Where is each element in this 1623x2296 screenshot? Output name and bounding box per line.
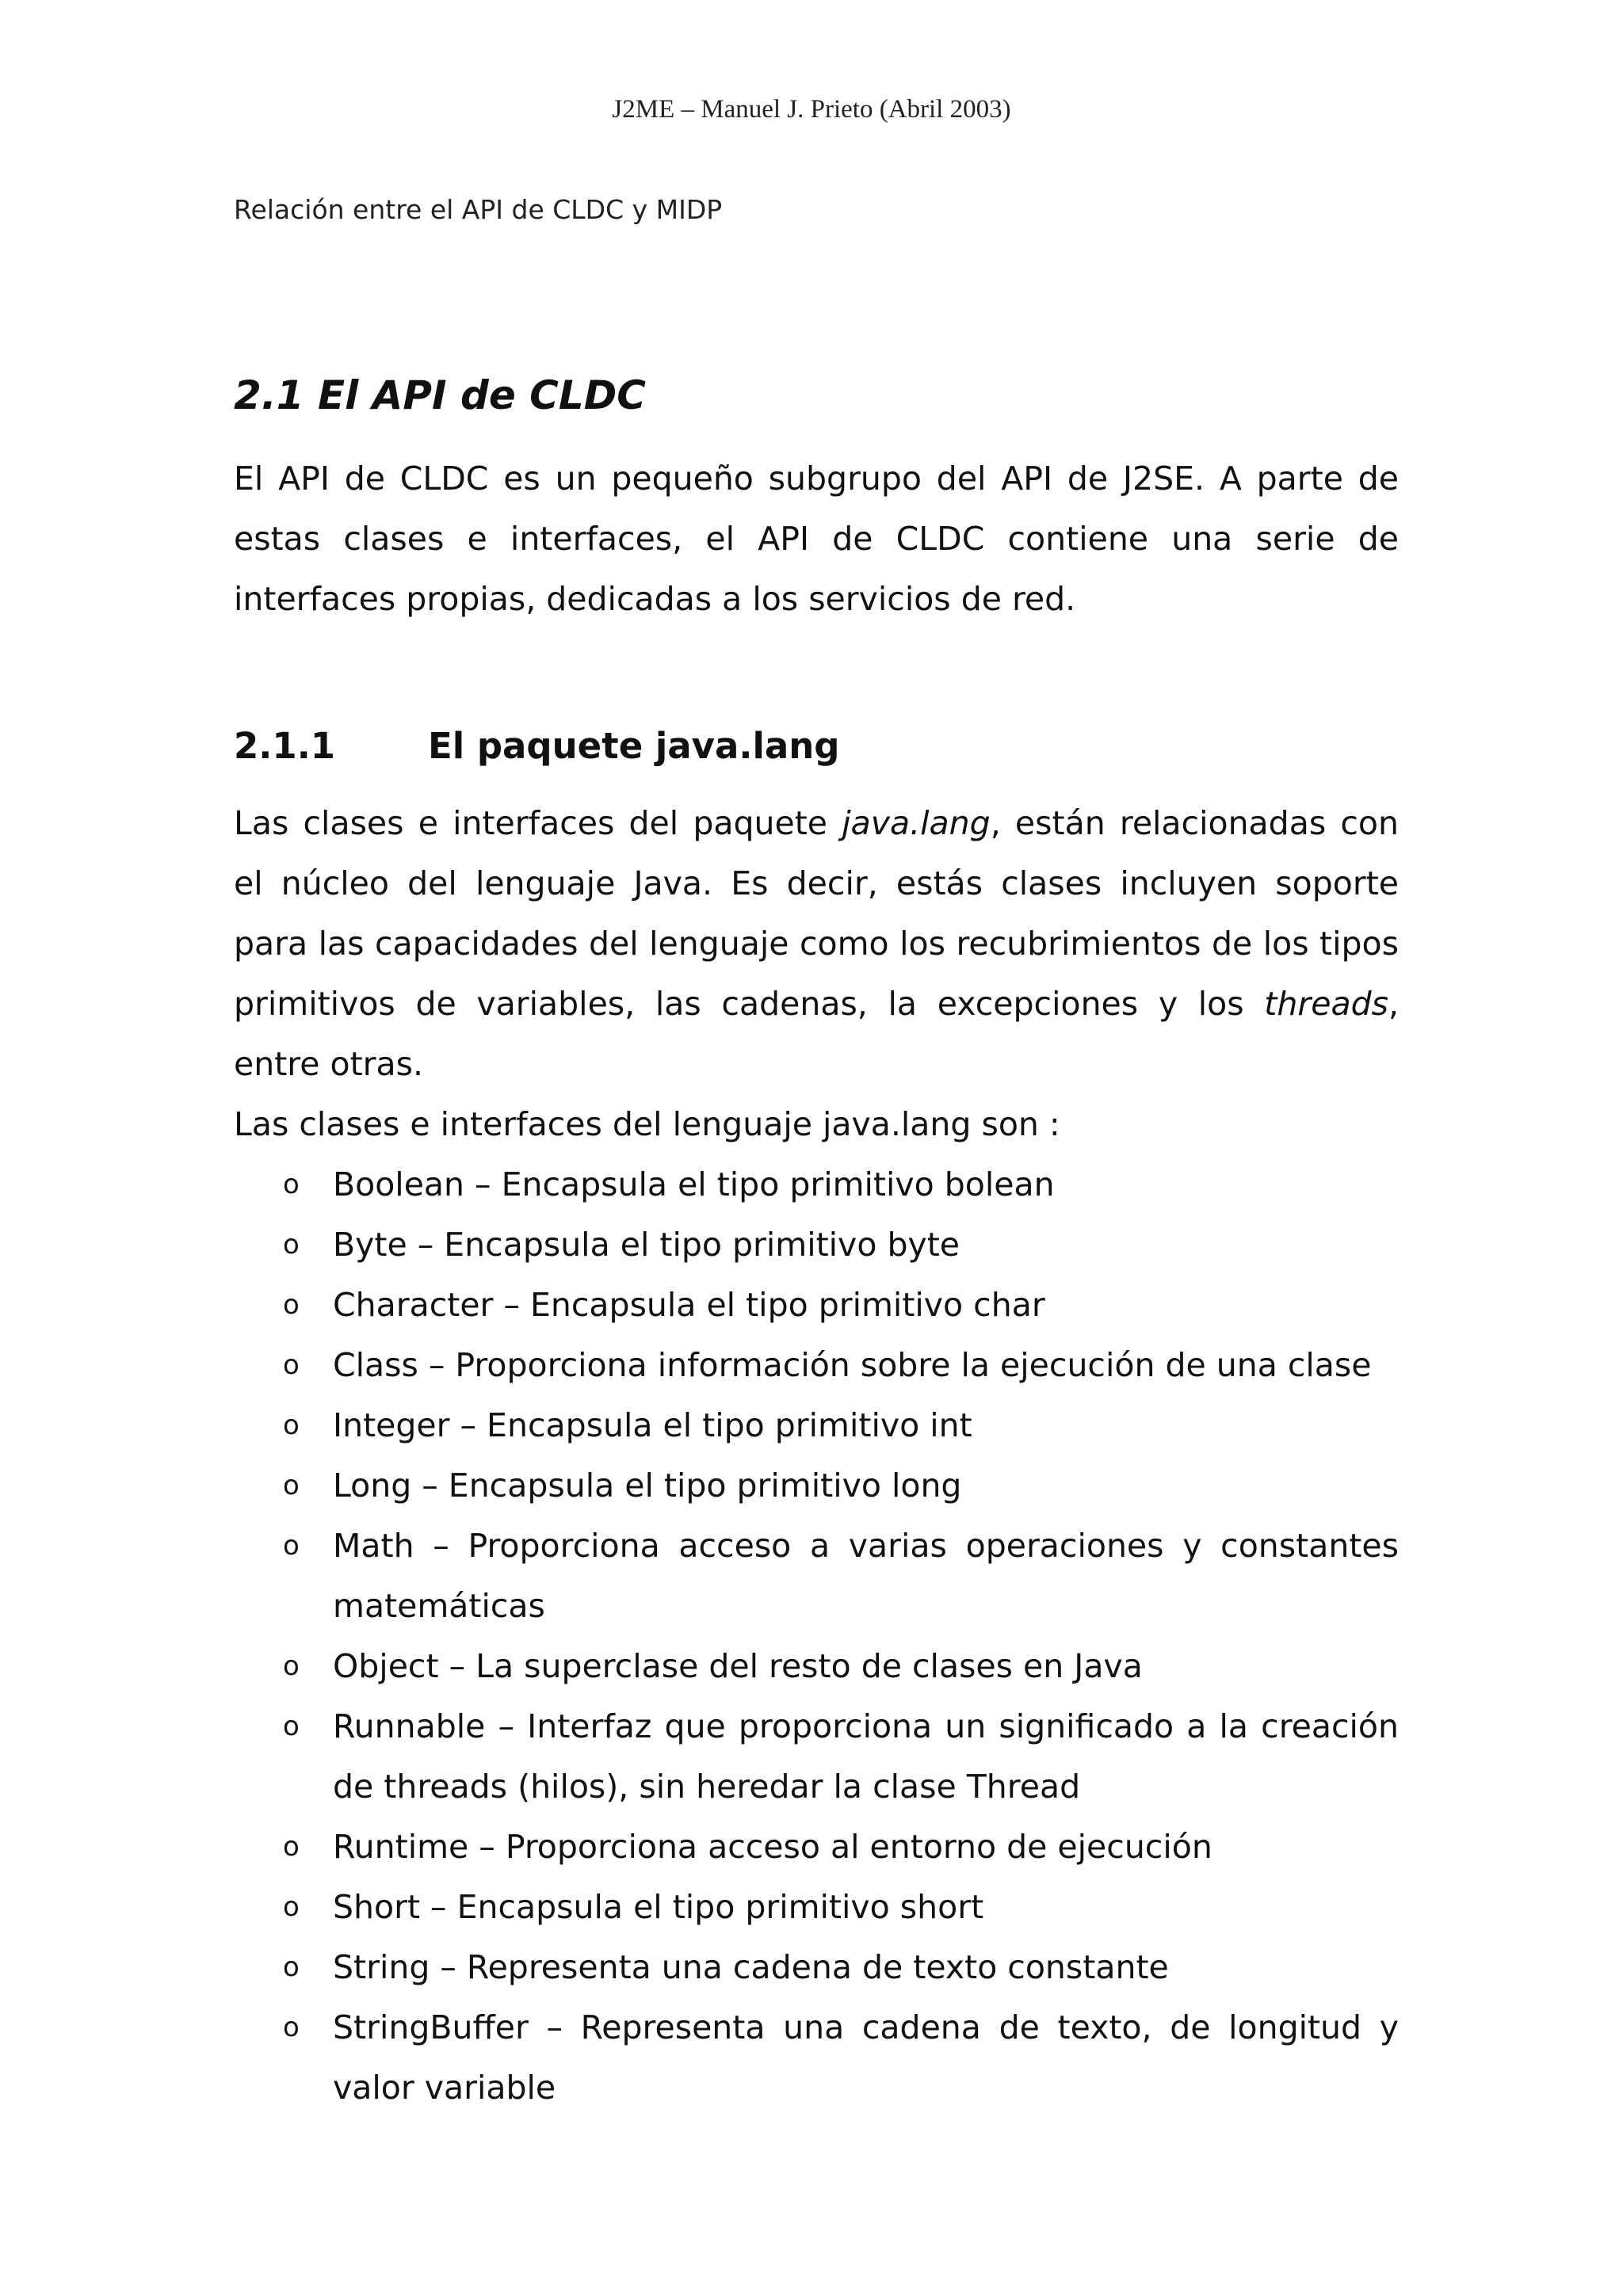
subsection-number: 2.1.1 (234, 725, 336, 767)
list-item (234, 1455, 1399, 1516)
bullet-icon: o (283, 1409, 300, 1441)
paragraph-text: , están relacionadas con el núcleo del lenguaje Java. Es decir, estás clases incluyen soporte para las capacidades del lenguaje como los recubrimientos de los tipos primitivos de variables, las cadenas, la excepciones y los (234, 804, 1399, 1023)
list-item (234, 1516, 1399, 1636)
bullet-icon: o (283, 1169, 300, 1200)
list-item (234, 1877, 1399, 1937)
bullet-icon: o (283, 1530, 300, 1562)
subsection-title: El paquete java.lang (428, 725, 840, 767)
list-item-text: String – Representa una cadena de texto constante (333, 1948, 1169, 1986)
list-item-text: Long – Encapsula el tipo primitivo long (333, 1466, 962, 1505)
paragraph-text: , entre otras. (234, 985, 1399, 1083)
bullet-icon: o (283, 1831, 300, 1863)
subsection-heading (234, 725, 840, 767)
bullet-icon: o (283, 1891, 300, 1923)
list-item-text: StringBuffer – Representa una cadena de texto, de longitud y valor variable (333, 2008, 1399, 2107)
bullet-icon: o (283, 1289, 300, 1321)
list-item (234, 1154, 1399, 1215)
list-item (234, 1937, 1399, 1997)
subsection-paragraph (234, 793, 1399, 1094)
list-item-text: Class – Proporciona información sobre la ejecución de una clase (333, 1346, 1372, 1384)
list-item (234, 1395, 1399, 1455)
bullet-icon: o (283, 1711, 300, 1742)
bullet-icon: o (283, 1951, 300, 1983)
bullet-icon: o (283, 1229, 300, 1261)
paragraph-italic-term: java.lang (842, 804, 991, 842)
bullet-icon: o (283, 1650, 300, 1682)
list-item (234, 1335, 1399, 1395)
list-item-text: Integer – Encapsula el tipo primitivo int (333, 1406, 972, 1444)
section-heading: 2.1 El API de CLDC (234, 372, 646, 418)
list-item (234, 1696, 1399, 1817)
list-item (234, 1817, 1399, 1877)
list-item (234, 1215, 1399, 1275)
list-item (234, 1997, 1399, 2118)
paragraph-text: Las clases e interfaces del paquete (234, 804, 842, 842)
class-list (234, 1154, 1399, 2118)
paragraph-italic-term: threads (1264, 985, 1388, 1023)
list-item-text: Runnable – Interfaz que proporciona un significado a la creación de threads (hilos), sin heredar la clase Thread (333, 1707, 1399, 1806)
list-item (234, 1275, 1399, 1335)
list-item-text: Runtime – Proporciona acceso al entorno de ejecución (333, 1828, 1212, 1866)
list-intro: Las clases e interfaces del lenguaje java.lang son : (234, 1105, 1060, 1143)
bullet-icon: o (283, 2012, 300, 2043)
bullet-icon: o (283, 1470, 300, 1501)
list-item-text: Byte – Encapsula el tipo primitivo byte (333, 1226, 960, 1264)
running-header: J2ME – Manuel J. Prieto (Abril 2003) (612, 95, 1011, 124)
list-item-text: Short – Encapsula el tipo primitivo short (333, 1888, 984, 1926)
list-item-text: Boolean – Encapsula el tipo primitivo bolean (333, 1165, 1055, 1203)
figure-caption: Relación entre el API de CLDC y MIDP (234, 194, 723, 225)
section-paragraph: El API de CLDC es un pequeño subgrupo del API de J2SE. A parte de estas clases e interfaces, el API de CLDC contiene una serie de interfaces propias, dedicadas a los servicios de red. (234, 460, 1399, 618)
list-item-text: Math – Proporciona acceso a varias operaciones y constantes matemáticas (333, 1527, 1399, 1625)
list-item-text: Object – La superclase del resto de clases en Java (333, 1647, 1143, 1685)
bullet-icon: o (283, 1349, 300, 1381)
list-item-text: Character – Encapsula el tipo primitivo char (333, 1286, 1045, 1324)
list-item (234, 1636, 1399, 1696)
